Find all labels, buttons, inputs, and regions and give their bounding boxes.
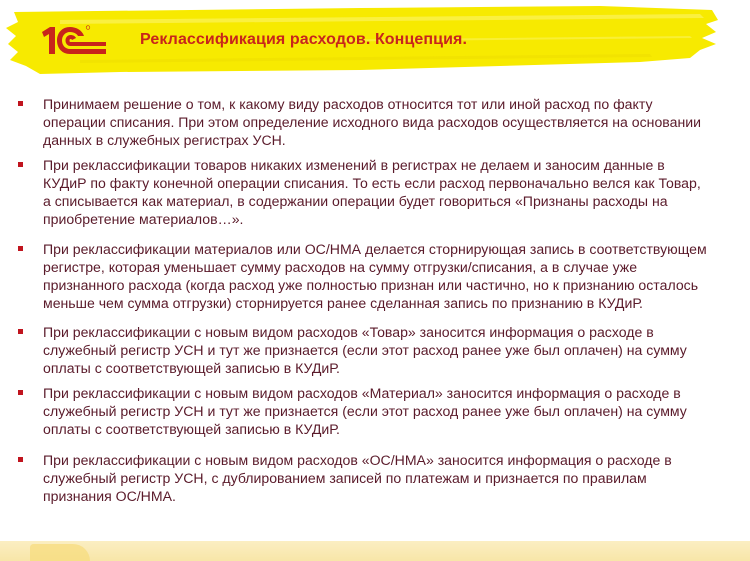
list-item-text: При реклассификации с новым видом расходов «Материал» заносится информация о расходе в служебный регистр УСН и тут же признается (если этот расход ранее уже был оплачен) на сумму оплаты с соответствующей записью в КУДиР. xyxy=(43,385,687,437)
square-bullet-icon xyxy=(18,101,23,106)
square-bullet-icon xyxy=(18,329,23,334)
list-item-text: При реклассификации с новым видом расходов «Товар» заносится информация о расходе в служебный регистр УСН и тут же признается (если этот расход ранее уже был оплачен) на сумму оплаты с соответствующей записью в КУДиР. xyxy=(43,324,687,376)
page-title: Реклассификация расходов. Концепция. xyxy=(140,31,467,48)
list-item-text: При реклассификации с новым видом расходов «ОС/НМА» заносится информация о расходе в служебный регистр УСН, с дублированием записей по платежам и признается по правилам признания ОС/НМА. xyxy=(43,452,672,504)
square-bullet-icon xyxy=(18,246,23,251)
list-item-text: Принимаем решение о том, к какому виду расходов относится тот или иной расход по факту операции списания. При этом определение исходного вида расходов осуществляется на основании данных в служебных регистрах УСН. xyxy=(43,96,701,148)
square-bullet-icon xyxy=(18,162,23,167)
square-bullet-icon xyxy=(18,457,23,462)
list-item-text: При реклассификации материалов или ОС/НМА делается сторнирующая запись в соответствующем регистре, которая уменьшает сумму расходов на сумму отгрузки/списания, а в случае уже признанного расхода (когда расход уже полностью признан или частично, но к признанию осталось меньше чем сумма отгрузки) сторнируется ранее сделанная запись по признанию в КУДиР. xyxy=(43,241,707,311)
footer-decoration xyxy=(30,544,90,561)
list-item-text: При реклассификации товаров никаких изменений в регистрах не делаем и заносим данные в КУДиР по факту конечной операции списания. То есть если расход первоначально велся как Товар, а списывается как материал, в содержании операции будет говориться «Признаны расходы на приобретение материалов…». xyxy=(43,157,701,227)
footer-band xyxy=(0,541,750,561)
square-bullet-icon xyxy=(18,390,23,395)
1c-logo-icon xyxy=(40,24,112,62)
